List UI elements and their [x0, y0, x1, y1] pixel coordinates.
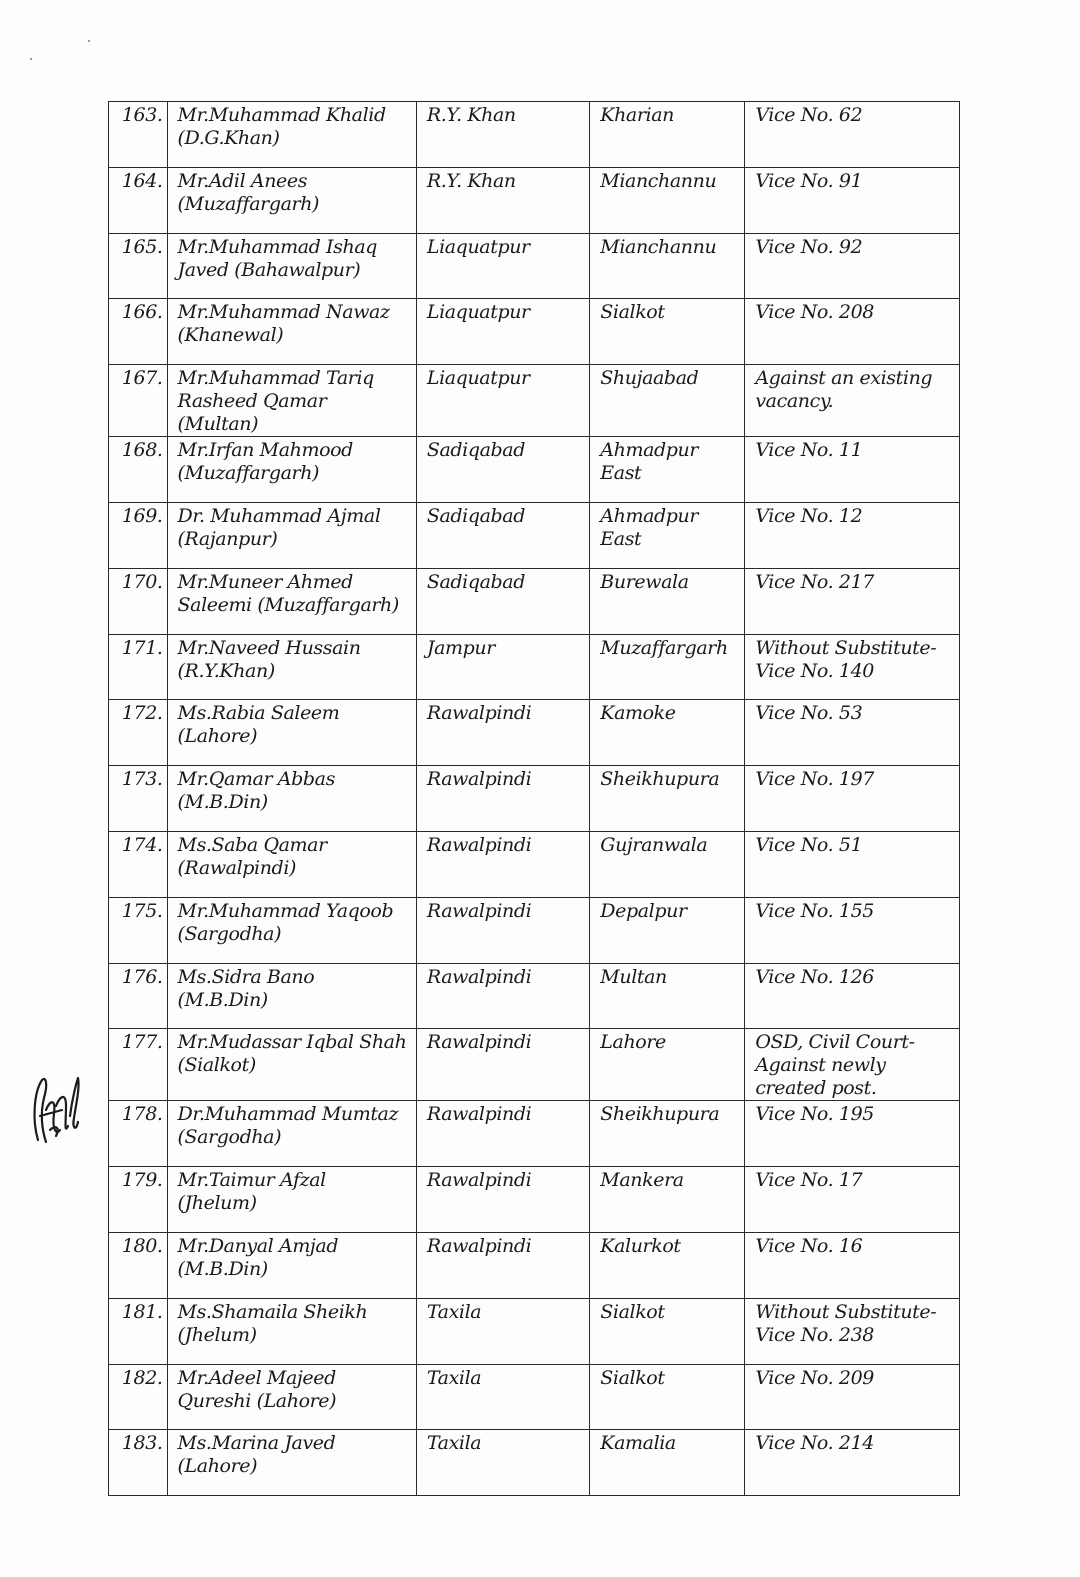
officer-name-cell: Mr.Taimur Afzal (Jhelum) — [167, 1167, 416, 1233]
officer-name-cell: Mr.Irfan Mahmood (Muzaffargarh) — [167, 437, 416, 503]
from-station-cell: Rawalpindi — [416, 897, 589, 963]
serial-number-cell: 181. — [109, 1298, 168, 1364]
from-station-cell: Rawalpindi — [416, 963, 589, 1029]
remarks-cell: Vice No. 214 — [745, 1430, 960, 1496]
table-row — [109, 102, 960, 168]
from-station-cell: Liaquatpur — [416, 365, 589, 437]
officer-name-cell: Mr.Danyal Amjad (M.B.Din) — [167, 1232, 416, 1298]
serial-number-cell: 167. — [109, 365, 168, 437]
officer-name-cell: Mr.Naveed Hussain (R.Y.Khan) — [167, 634, 416, 700]
remarks-cell: Vice No. 11 — [745, 437, 960, 503]
officer-name-cell: Mr.Muhammad Tariq Rasheed Qamar (Multan) — [167, 365, 416, 437]
serial-number-cell: 171. — [109, 634, 168, 700]
remarks-cell: Vice No. 195 — [745, 1101, 960, 1167]
to-station-cell: Muzaffargarh — [590, 634, 745, 700]
remarks-cell: Without Substitute-Vice No. 238 — [745, 1298, 960, 1364]
to-station-cell: Mianchannu — [590, 233, 745, 299]
from-station-cell: Liaquatpur — [416, 233, 589, 299]
officer-name-cell: Mr.Muhammad Yaqoob (Sargodha) — [167, 897, 416, 963]
to-station-cell: Burewala — [590, 568, 745, 634]
from-station-cell: Sadiqabad — [416, 437, 589, 503]
officer-name-cell: Mr.Mudassar Iqbal Shah (Sialkot) — [167, 1029, 416, 1101]
table-row — [109, 963, 960, 1029]
remarks-cell: Vice No. 62 — [745, 102, 960, 168]
signature-icon — [26, 1070, 86, 1150]
from-station-cell: Rawalpindi — [416, 700, 589, 766]
remarks-cell: Vice No. 91 — [745, 167, 960, 233]
table-row — [109, 1101, 960, 1167]
from-station-cell: Sadiqabad — [416, 502, 589, 568]
remarks-cell: Without Substitute-Vice No. 140 — [745, 634, 960, 700]
officer-name-cell: Mr.Adil Anees (Muzaffargarh) — [167, 167, 416, 233]
from-station-cell: Rawalpindi — [416, 766, 589, 832]
serial-number-cell: 183. — [109, 1430, 168, 1496]
table-row — [109, 766, 960, 832]
remarks-cell: Vice No. 208 — [745, 299, 960, 365]
officer-name-cell: Mr.Muneer Ahmed Saleemi (Muzaffargarh) — [167, 568, 416, 634]
table-row — [109, 568, 960, 634]
serial-number-cell: 178. — [109, 1101, 168, 1167]
table-row — [109, 1232, 960, 1298]
officer-name-cell: Mr.Muhammad Ishaq Javed (Bahawalpur) — [167, 233, 416, 299]
remarks-cell: OSD, Civil Court-Against newly created post. — [745, 1029, 960, 1101]
serial-number-cell: 179. — [109, 1167, 168, 1233]
table-row — [109, 233, 960, 299]
serial-number-cell: 174. — [109, 831, 168, 897]
remarks-cell: Vice No. 53 — [745, 700, 960, 766]
table-body — [109, 102, 960, 1496]
table-row — [109, 167, 960, 233]
serial-number-cell: 166. — [109, 299, 168, 365]
table-row — [109, 502, 960, 568]
from-station-cell: Taxila — [416, 1430, 589, 1496]
to-station-cell: Shujaabad — [590, 365, 745, 437]
serial-number-cell: 182. — [109, 1364, 168, 1430]
to-station-cell: Kharian — [590, 102, 745, 168]
to-station-cell: Kalurkot — [590, 1232, 745, 1298]
from-station-cell: R.Y. Khan — [416, 102, 589, 168]
to-station-cell: Mankera — [590, 1167, 745, 1233]
table-row — [109, 1167, 960, 1233]
from-station-cell: Rawalpindi — [416, 1167, 589, 1233]
serial-number-cell: 172. — [109, 700, 168, 766]
serial-number-cell: 169. — [109, 502, 168, 568]
table-row — [109, 897, 960, 963]
officer-name-cell: Ms.Marina Javed (Lahore) — [167, 1430, 416, 1496]
officer-name-cell: Ms.Rabia Saleem (Lahore) — [167, 700, 416, 766]
remarks-cell: Vice No. 12 — [745, 502, 960, 568]
serial-number-cell: 165. — [109, 233, 168, 299]
to-station-cell: Sialkot — [590, 1364, 745, 1430]
officer-name-cell: Mr.Muhammad Khalid (D.G.Khan) — [167, 102, 416, 168]
officer-name-cell: Ms.Sidra Bano (M.B.Din) — [167, 963, 416, 1029]
remarks-cell: Vice No. 155 — [745, 897, 960, 963]
officer-name-cell: Dr.Muhammad Mumtaz (Sargodha) — [167, 1101, 416, 1167]
remarks-cell: Against an existing vacancy. — [745, 365, 960, 437]
table-row — [109, 1029, 960, 1101]
table-row — [109, 365, 960, 437]
serial-number-cell: 180. — [109, 1232, 168, 1298]
serial-number-cell: 176. — [109, 963, 168, 1029]
remarks-cell: Vice No. 92 — [745, 233, 960, 299]
serial-number-cell: 164. — [109, 167, 168, 233]
to-station-cell: Ahmadpur East — [590, 502, 745, 568]
from-station-cell: Rawalpindi — [416, 831, 589, 897]
from-station-cell: Liaquatpur — [416, 299, 589, 365]
serial-number-cell: 177. — [109, 1029, 168, 1101]
serial-number-cell: 173. — [109, 766, 168, 832]
from-station-cell: Rawalpindi — [416, 1101, 589, 1167]
to-station-cell: Gujranwala — [590, 831, 745, 897]
table-row — [109, 299, 960, 365]
serial-number-cell: 170. — [109, 568, 168, 634]
table-row — [109, 437, 960, 503]
to-station-cell: Sheikhupura — [590, 766, 745, 832]
to-station-cell: Depalpur — [590, 897, 745, 963]
table-row — [109, 634, 960, 700]
table-row — [109, 1298, 960, 1364]
posting-table — [108, 101, 960, 1496]
table-row — [109, 700, 960, 766]
officer-name-cell: Ms.Shamaila Sheikh (Jhelum) — [167, 1298, 416, 1364]
to-station-cell: Sialkot — [590, 299, 745, 365]
to-station-cell: Lahore — [590, 1029, 745, 1101]
from-station-cell: R.Y. Khan — [416, 167, 589, 233]
officer-name-cell: Mr.Adeel Majeed Qureshi (Lahore) — [167, 1364, 416, 1430]
to-station-cell: Multan — [590, 963, 745, 1029]
from-station-cell: Taxila — [416, 1298, 589, 1364]
table-row — [109, 1430, 960, 1496]
from-station-cell: Taxila — [416, 1364, 589, 1430]
table-row — [109, 1364, 960, 1430]
remarks-cell: Vice No. 16 — [745, 1232, 960, 1298]
to-station-cell: Sheikhupura — [590, 1101, 745, 1167]
to-station-cell: Sialkot — [590, 1298, 745, 1364]
remarks-cell: Vice No. 217 — [745, 568, 960, 634]
to-station-cell: Mianchannu — [590, 167, 745, 233]
serial-number-cell: 168. — [109, 437, 168, 503]
from-station-cell: Jampur — [416, 634, 589, 700]
to-station-cell: Kamalia — [590, 1430, 745, 1496]
scan-speck — [88, 40, 90, 42]
remarks-cell: Vice No. 17 — [745, 1167, 960, 1233]
officer-name-cell: Ms.Saba Qamar (Rawalpindi) — [167, 831, 416, 897]
serial-number-cell: 163. — [109, 102, 168, 168]
table-row — [109, 831, 960, 897]
remarks-cell: Vice No. 126 — [745, 963, 960, 1029]
from-station-cell: Rawalpindi — [416, 1029, 589, 1101]
officer-name-cell: Dr. Muhammad Ajmal (Rajanpur) — [167, 502, 416, 568]
remarks-cell: Vice No. 197 — [745, 766, 960, 832]
from-station-cell: Sadiqabad — [416, 568, 589, 634]
to-station-cell: Kamoke — [590, 700, 745, 766]
from-station-cell: Rawalpindi — [416, 1232, 589, 1298]
serial-number-cell: 175. — [109, 897, 168, 963]
scan-speck — [30, 58, 32, 60]
officer-name-cell: Mr.Muhammad Nawaz (Khanewal) — [167, 299, 416, 365]
to-station-cell: Ahmadpur East — [590, 437, 745, 503]
remarks-cell: Vice No. 51 — [745, 831, 960, 897]
remarks-cell: Vice No. 209 — [745, 1364, 960, 1430]
officer-name-cell: Mr.Qamar Abbas (M.B.Din) — [167, 766, 416, 832]
